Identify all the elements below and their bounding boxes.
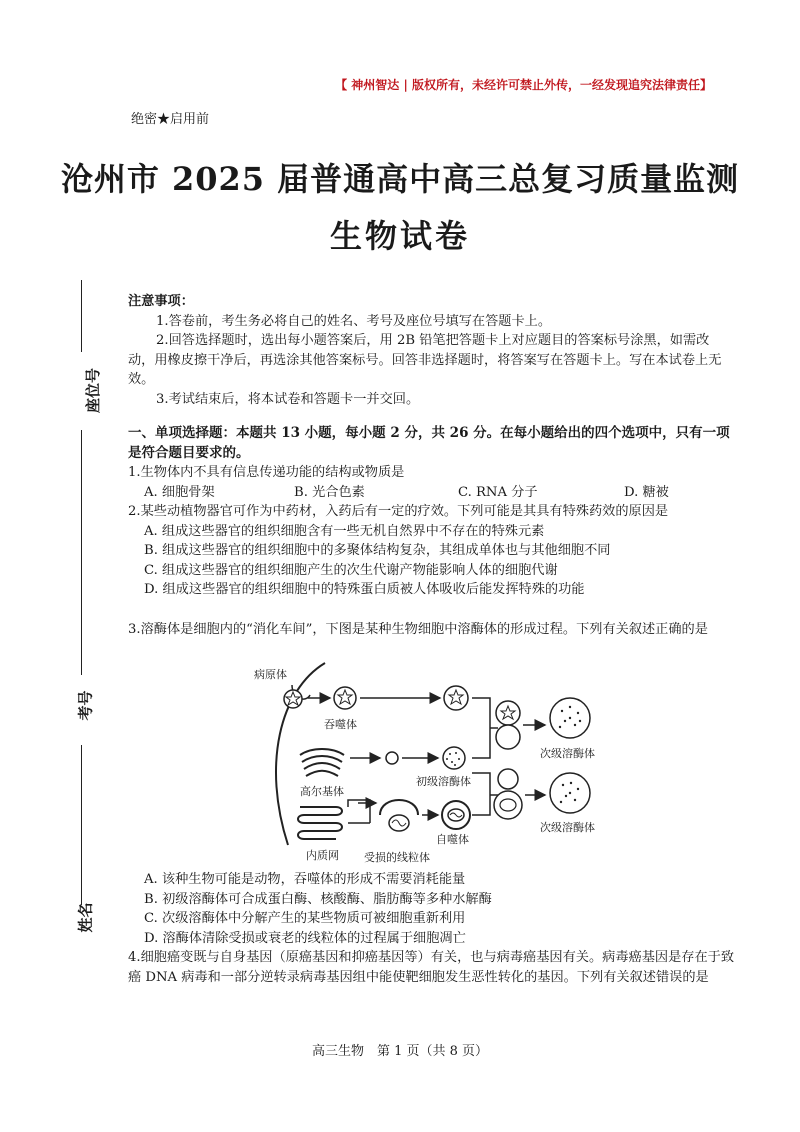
notice-item: 2.回答选择题时，选出每小题答案后，用 2B 铅笔把答题卡上对应题目的答案标号涂黑，如需改动，用橡皮擦干净后，再选涂其他答案标号。回答非选择题时，将答案写在答题卡上。写在本试卷上无效。 [128, 333, 722, 387]
option-b: B. 光合色素 [294, 484, 365, 500]
notice-block [128, 292, 728, 409]
pathogen-icon [284, 685, 310, 708]
label-damaged-mito: 受损的线粒体 [364, 851, 430, 864]
question-2 [128, 502, 738, 600]
option-a: A. 组成这些器官的组织细胞含有一些无机自然界中不存在的特殊元素 [144, 523, 545, 539]
label-secondary-lysosome-1: 次级溶酶体 [540, 747, 595, 760]
copyright-notice: 【 神州智达 | 版权所有，未经许可禁止外传，一经发现追究法律责任】 [335, 78, 712, 92]
seat-line [81, 280, 82, 352]
exam-title: 沧州市 2025 届普通高中高三总复习质量监测 [60, 160, 740, 198]
phagosome-icon [334, 687, 356, 709]
label-er: 内质网 [306, 849, 339, 862]
phagosome-icon-2 [444, 686, 468, 710]
question-stem: 3.溶酶体是细胞内的“消化车间”，下图是某种生物细胞中溶酶体的形成过程。下列有关叙述正确的是 [128, 622, 708, 637]
option-row [128, 483, 738, 503]
label-secondary-lysosome-2: 次级溶酶体 [540, 821, 595, 834]
option-d: D. 溶酶体清除受损或衰老的线粒体的过程属于细胞凋亡 [144, 930, 466, 946]
question-3-options [128, 870, 738, 948]
option-a: A. 该种生物可能是动物，吞噬体的形成不需要消耗能量 [144, 872, 466, 887]
name-label: 姓名 [76, 902, 95, 933]
notice-item: 3.考试结束后，将本试卷和答题卡一并交回。 [156, 391, 420, 407]
exam-no-label: 考号 [76, 690, 95, 721]
option-c: C. 次级溶酶体中分解产生的某些物质可被细胞重新利用 [144, 911, 466, 926]
vesicle-icon [386, 752, 398, 764]
lysosome-diagram [240, 655, 640, 870]
notice-item: 1.答卷前，考生务必将自己的姓名、考号及座位号填写在答题卡上。 [156, 313, 552, 329]
option-d: D. 糖被 [624, 484, 669, 500]
option-c: C. RNA 分子 [458, 484, 538, 500]
autophagosome-icon [442, 801, 470, 829]
label-phagosome: 吞噬体 [324, 718, 357, 731]
question-stem: 2.某些动植物器官可作为中药材，入药后有一定的疗效。下列可能是其具有特殊药效的原因是 [128, 504, 669, 519]
seat-label: 座位号 [84, 367, 103, 414]
name-line [81, 745, 82, 905]
confidential-mark: 绝密★启用前 [131, 112, 210, 127]
label-autophagosome: 自噬体 [436, 833, 469, 846]
exam-subject: 生物试卷 [329, 217, 470, 255]
option-b: B. 组成这些器官的组织细胞中的多聚体结构复杂，其组成单体也与其他细胞不同 [144, 543, 611, 558]
damaged-mitochondria-icon [380, 800, 418, 831]
question-stem: 4.细胞癌变既与自身基因（原癌基因和抑癌基因等）有关，也与病毒癌基因有关。病毒癌基因是存在于致癌 DNA 病毒和一部分逆转录病毒基因组中能使靶细胞发生恶性转化的基因。下列有关叙述错误的是 [128, 950, 735, 985]
option-c: C. 组成这些器官的组织细胞产生的次生代谢产物能影响人体的细胞代谢 [144, 562, 558, 578]
question-4 [128, 948, 738, 987]
fusing-vesicles-icon [496, 701, 520, 749]
label-pathogen: 病原体 [254, 668, 287, 681]
binding-margin [62, 280, 102, 960]
secondary-lysosome-icon-2 [550, 773, 590, 813]
question-stem: 1.生物体内不具有信息传递功能的结构或物质是 [128, 465, 405, 480]
option-a: A. 细胞骨架 [144, 484, 215, 500]
label-golgi: 高尔基体 [300, 785, 344, 798]
er-icon [298, 807, 342, 839]
question-3 [128, 620, 738, 640]
fusing-vesicles-icon-2 [494, 769, 522, 819]
option-b: B. 初级溶酶体可合成蛋白酶、核酸酶、脂肪酶等多种水解酶 [144, 891, 492, 907]
exam-no-line [81, 430, 82, 675]
label-primary-lysosome: 初级溶酶体 [416, 775, 471, 788]
secondary-lysosome-icon-1 [550, 698, 590, 738]
page-footer: 高三生物 第 1 页（共 8 页） [311, 1044, 489, 1059]
section-heading: 一、单项选择题：本题共 13 小题，每小题 2 分，共 26 分。在每小题给出的四个选项中，只有一项是符合题目要求的。 [128, 425, 730, 461]
primary-lysosome-icon [443, 747, 465, 769]
question-1 [128, 463, 738, 502]
option-d: D. 组成这些器官的组织细胞中的特殊蛋白质被人体吸收后能发挥特殊的功能 [144, 582, 585, 597]
notice-heading: 注意事项： [128, 294, 194, 309]
golgi-icon [300, 749, 344, 776]
